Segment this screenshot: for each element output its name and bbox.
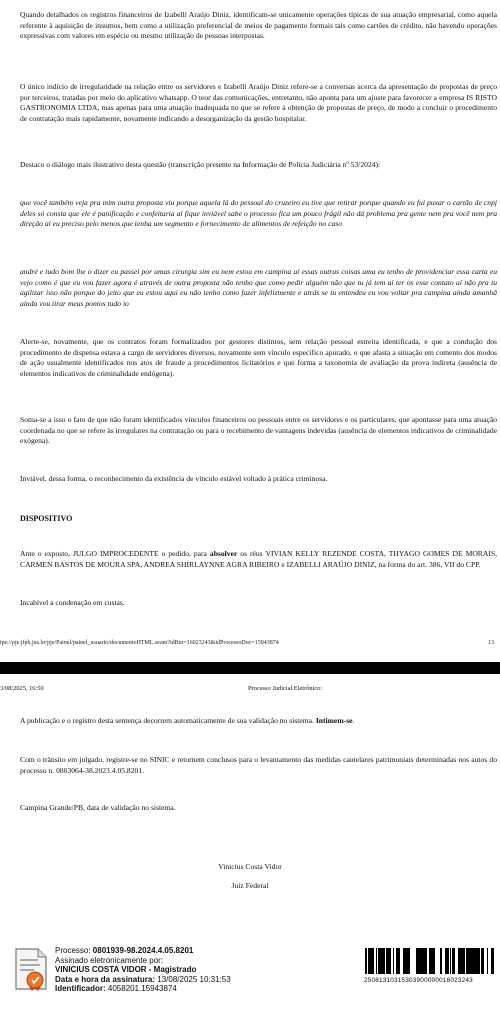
footer-document-url[interactable]: tps://pje.jfpb.jus.br/pje/Painel/painel_usuario/documentoHTML.seam?idBin=16023243&idProcessoDoc=15943874 [0,640,279,646]
signature-assinado-label: Assinado eletronicamente por: [55,955,164,965]
paragraph-publicacao: A publicação e o registro desta sentença decorrem automaticamente de sua validação no sistema. Intimem-se. [20,716,355,725]
footer-page-number: 13 [488,640,494,646]
header-title: Processo Judicial Eletrônico: [248,685,323,692]
paragraph-inviavel: Inviável, dessa forma, o reconhecimento da existência de vínculo estável voltado à prática criminosa. [20,474,328,483]
signature-signer: VINICIUS COSTA VIDOR - Magistrado [55,965,197,975]
absolver-emphasis: absolver [209,549,238,558]
signer-role: Juiz Federal [231,881,269,890]
header-print-date: 3/08/2025, 16:50 [0,685,44,692]
section-heading-dispositivo: DISPOSITIVO [20,514,73,523]
paragraph-custas: Incabível a condenação em custas. [20,598,125,607]
paragraph-indicio: O único indício de irregularidade na relação entre os servidores e Izabelli Araújo Diniz refere-se a conversas acerca da apresentação de propostas de preço por terceiros, tratadas por meio do aplicativo whatsapp. O teor das comunicações, entretanto, não aponta para um ajuste para favorecer a empresa IS RISTO GASTRONOMIA LTDA, mas apenas para uma atuação inadequada no que se refere à obtenção de propostas de preço, de modo a concluir o procedimento de contratação mais rapidamente, novamente indicando a desorganização da gestão hospitalar. [20,82,497,123]
signature-processo: Processo: 0801939-98.2024.4.05.8201 [55,946,194,955]
intimem-se-emphasis: Intimem-se [315,716,353,725]
barcode [364,948,494,974]
paragraph-local-data: Campina Grande/PB, data de validação no sistema. [20,803,176,812]
paragraph-alerte: Alerte-se, novamente, que os contratos foram formalizados por gestores distintos, sem relação pessoal estreita identificada, e que a condução dos procedimento de dispensa estava a cargo de servidores diversos, novamente sem vínculo específico apurado, o que afasta a situação em comento dos modos de ação usualmente identificados nos atos de fraude a procedimentos licitatórios e que forma a taxonomia de avaliação da prova indireta (ausência de elementos indicativos de criminalidade endógena). [20,337,497,378]
document-page-2 [0,674,500,1017]
barcode-number: 25081310315303900000016023243 [364,977,473,984]
page-separator [0,662,500,674]
transcription-quote-1: que você também veja pra mim outra proposta viu porque aquela lá do pessoal do cruzeiro eu tive que retirar porque quando eu fui puxar o cartão de cnpj deles só consta que ele é panificação e confeitaria aí fique inviável sabe o processo fica um pouco frágil não dá problema pra gente nem pra você nem pra direção aí eu preciso pelo menos que tenha um segmento e fornecimento de alimentos de refeição no caso [20,198,497,229]
paragraph-dispositivo: Ante o exposto, JULGO IMPROCEDENTE o pedido, para absolver os réus VIVIAN KELLY REZENDE COSTA, THYAGO GOMES DE MORAIS, CARMEN BASTOS DE MOURA SPA, ANDREA SHIRLAYNNE AGRA RIBEIRO e IZABELLI ARAÚJO DINIZ, na forma do art. 386, VII do CPP. [20,549,498,569]
signature-datetime: Data e hora da assinatura: 13/08/2025 10:31:53 [55,974,231,984]
paragraph-transito: Com o trânsito em julgado, registre-se no SINIC e retornem conclusos para o levantamento das medidas cautelares patrimoniais determinadas nos autos do processo n. 0803064-38.2023.4.05.8201. [20,755,497,775]
paragraph-registros: Quando detalhados os registros financeiros de Izabelli Araújo Diniz, identificam-se unicamente operações típicas de sua atuação empresarial, como aquela referente à aquisição de insumos, bem como a utilização preferencial de meios de pagamento formais tais como cartões de crédito, não havendo operações expressivas com valores em espécie ou mesmo utilização de pessoas interpostas. [20,10,497,41]
signature-block [55,946,231,994]
transcription-quote-2: andré e tudo bom lhe o dizer eu passei por umas cirurgia sim eu nem estou em campina aí essas outras coisas ama eu tenho de providenciar essa carta eu vejo como é que eu vou fazer agora é através de outra proposta não tenho que como pedir alguém não que tu já tem aí ter os esse contato aí não pra tu agilizar isso não porque do jeito que eu estou aqui eu não tenho como fazer infelizmente e atrás se tu entendeu eu vou voltar pra campina ainda amanhã ainda vou tirar meus pontos tudo io [20,267,497,308]
signer-name: Vinicius Costa Vidor [218,862,282,871]
signature-identificador: Identificador: 4058201.15943874 [55,984,177,994]
paragraph-soma: Soma-se a isso o fato de que não foram identificados vínculos financeiros ou pessoais entre os servidores e os particulares, que apontasse para uma atuação coordenada no que se refere às irregulares na contratação ou para o recebimento de vantagens indevidas (ausência de elementos indicativos de criminalidade exógena). [20,415,497,446]
paragraph-destaco: Destaco o diálogo mais ilustrativo desta questão (transcrição presente na Informação de Polícia Judiciária nº 53/2024): [20,160,381,169]
digital-signature-icon [8,947,52,991]
